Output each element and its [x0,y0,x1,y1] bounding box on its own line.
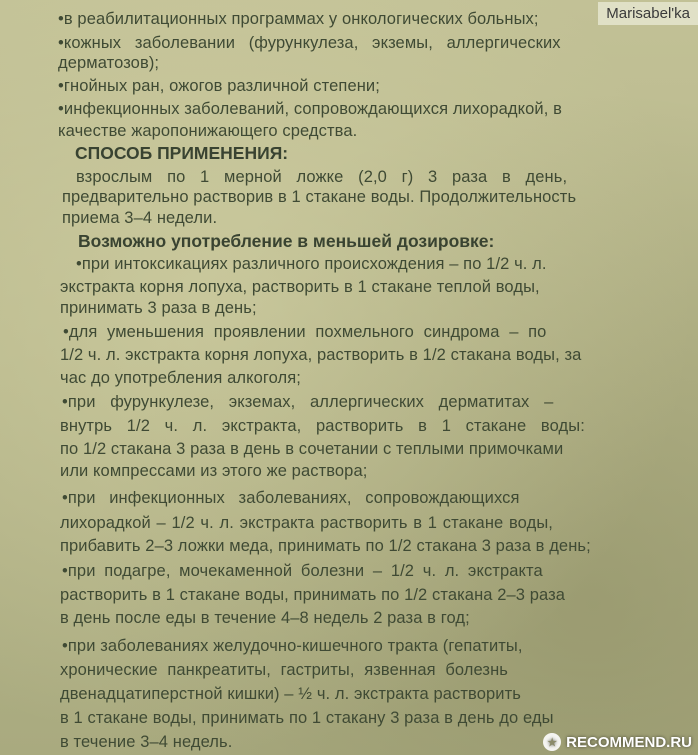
text-line: •кожных заболевании (фурункулеза, экземы, аллергических [58,34,561,52]
recommend-label: RECOMMEND.RU [566,733,692,751]
text-line: хронические панкреатиты, гастриты, язвенная болезнь [60,661,508,679]
text-line: двенадцатиперстной кишки) – ½ ч. л. экстракта растворить [60,685,521,703]
recommend-icon: ★ [543,733,561,751]
text-line: •при интоксикациях различного происхождения – по 1/2 ч. л. [76,255,547,273]
text-line: •для уменьшения проявлении похмельного синдрома – по [63,323,547,341]
text-line: час до употребления алкоголя; [60,369,301,387]
text-line: •при инфекционных заболеваниях, сопровождающихся [62,489,520,507]
recommend-badge [543,733,692,751]
text-line: предварительно растворив в 1 стакане воды. Продолжительность [62,188,577,206]
text-line: в 1 стакане воды, принимать по 1 стакану 3 раза в день до еды [60,709,554,727]
text-line: качестве жаропонижающего средства. [58,122,358,140]
text-line: по 1/2 стакана 3 раза в день в сочетании с теплыми примочками [60,440,564,458]
text-line: прибавить 2–3 ложки меда, принимать по 1/2 стакана 3 раза в день; [60,537,591,555]
text-line: дерматозов); [58,54,160,72]
section-heading-usage: СПОСОБ ПРИМЕНЕНИЯ: [75,143,289,163]
author-watermark: Marisabel'ka [598,2,698,25]
text-line: •при подагре, мочекаменной болезни – 1/2 ч. л. экстракта [62,562,543,580]
section-heading-low-dose: Возможно употребление в меньшей дозировке: [78,231,495,251]
text-line: в день после еды в течение 4–8 недель 2 раза в год; [60,609,470,627]
text-line: взрослым по 1 мерной ложке (2,0 г) 3 раза в день, [76,168,568,186]
text-line: экстракта корня лопуха, растворить в 1 стакане теплой воды, [60,278,540,296]
text-line: •гнойных ран, ожогов различной степени; [58,77,380,95]
text-line: •при заболеваниях желудочно-кишечного тракта (гепатиты, [62,637,523,655]
text-line: или компрессами из этого же раствора; [60,462,368,480]
text-line: внутрь 1/2 ч. л. экстракта, растворить в 1 стакане воды: [60,417,585,435]
text-line: принимать 3 раза в день; [60,299,257,317]
text-line: 1/2 ч. л. экстракта корня лопуха, растворить в 1/2 стакана воды, за [60,346,582,364]
text-line: растворить в 1 стакане воды, принимать по 1/2 стакана 2–3 раза [60,586,566,604]
text-line: •инфекционных заболеваний, сопровождающихся лихорадкой, в [58,100,562,118]
text-line: приема 3–4 недели. [62,209,218,227]
text-line: лихорадкой – 1/2 ч. л. экстракта растворить в 1 стакане воды, [60,514,553,532]
text-line: •при фурункулезе, экземах, аллергических дерматитах – [62,393,554,411]
text-line: в течение 3–4 недель. [60,733,233,751]
text-line: •в реабилитационных программах у онкологических больных; [58,10,539,28]
